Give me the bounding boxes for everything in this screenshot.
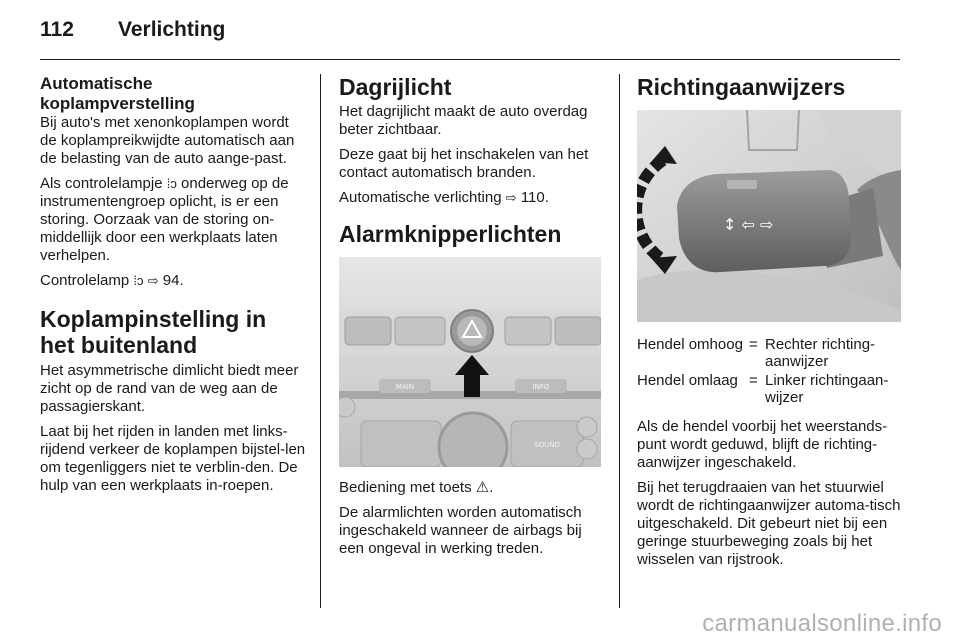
warning-lamp-text-a: Als controlelampje	[40, 175, 163, 192]
turn-signal-legend	[637, 336, 901, 406]
sound-button-label: SOUND	[534, 441, 560, 449]
lever-arrows-icon: ↕ ⇦ ⇨	[723, 215, 774, 234]
warning-lamp-text-b: onderweg op de instrumentengroep oplicht, is er een storing. Oorzaak van de storing on-middellijk door een werkplaats laten verhelpen.	[40, 175, 289, 264]
paragraph-xenon: Bij auto's met xenonkoplampen wordt de koplampreikwijdte automatisch aan de belasting van de auto aange-past.	[40, 114, 295, 167]
legend-value: Linker richtingaan-wijzer	[765, 372, 889, 406]
heading-hazard-lights: Alarmknipperlichten	[339, 221, 562, 247]
turn-signal-illustration	[637, 110, 901, 322]
auto-lighting-text: Automatische verlichting	[339, 189, 502, 206]
hazard-operation-period: .	[489, 479, 494, 496]
heading-turn-signals: Richtingaanwijzers	[637, 74, 846, 100]
info-button-label: INFO	[532, 383, 550, 391]
section-title: Verlichting	[118, 18, 226, 41]
legend-key: Hendel omhoog	[637, 336, 743, 353]
hazard-switch-photo	[339, 257, 601, 467]
headlamp-icon: ⁞ↄ	[166, 176, 177, 191]
column-1	[40, 74, 306, 502]
heading-headlamp-abroad: Koplampinstelling in het buitenland	[40, 306, 267, 358]
column-2	[339, 74, 605, 565]
paragraph-control-lamp	[40, 272, 306, 290]
headlamp-icon: ⁞ↄ	[133, 273, 144, 288]
page-header	[40, 18, 225, 48]
legend-row-lever-up	[637, 336, 901, 370]
paragraph-warning-lamp	[40, 175, 306, 265]
page-number: 112	[40, 18, 74, 41]
paragraph-drl-ignition: Deze gaat bij het inschakelen van het contact automatisch branden.	[339, 146, 589, 181]
legend-equals: =	[749, 372, 758, 389]
legend-row-lever-down	[637, 372, 901, 406]
paragraph-hazard-operation	[339, 479, 605, 497]
control-lamp-page-ref[interactable]: 94.	[162, 272, 184, 289]
column-divider-2	[619, 74, 620, 608]
legend-key: Hendel omlaag	[637, 372, 738, 389]
column-3	[637, 74, 905, 576]
header-rule	[40, 59, 900, 60]
turn-signal-lever-photo	[637, 110, 901, 322]
legend-value: Rechter richting-aanwijzer	[765, 336, 876, 370]
paragraph-drl-visibility: Het dagrijlicht maakt de auto overdag beter zichtbaar.	[339, 103, 588, 138]
main-button-label: MAIN	[395, 383, 415, 391]
heading-auto-leveling-1: Automatische	[40, 74, 153, 93]
control-lamp-text: Controlelamp	[40, 272, 130, 289]
paragraph-asymmetric: Het asymmetrische dimlicht biedt meer zicht op de rand van de weg aan de passagierskant.	[40, 362, 299, 415]
paragraph-left-hand-traffic: Laat bij het rijden in landen met links-rijdend verkeer de koplampen bijstel-len om tegenliggers niet te verblin-den. De hulp van een werkplaats in-roepen.	[40, 423, 306, 494]
hazard-operation-text: Bediening met toets	[339, 479, 472, 496]
reference-arrow-icon[interactable]: ⇨	[147, 273, 159, 288]
paragraph-auto-lighting	[339, 189, 605, 207]
reference-arrow-icon[interactable]: ⇨	[505, 190, 517, 205]
hazard-switch-illustration	[339, 257, 601, 467]
paragraph-lever-resistance: Als de hendel voorbij het weerstands-punt wordt geduwd, blijft de richting-aanwijzer ingeschakeld.	[637, 418, 888, 471]
heading-daytime-running-lights: Dagrijlicht	[339, 74, 452, 100]
column-divider-1	[320, 74, 321, 608]
hazard-triangle-icon: ⚠	[475, 479, 490, 496]
heading-auto-leveling-2: koplampverstelling	[40, 94, 195, 113]
paragraph-hazard-airbag: De alarmlichten worden automatisch ingeschakeld wanneer de airbags bij een ongeval in werking treden.	[339, 504, 582, 557]
legend-equals: =	[749, 336, 758, 353]
paragraph-auto-cancel: Bij het terugdraaien van het stuurwiel wordt de richtingaanwijzer automa-tisch uitgeschakeld. Dit gebeurt niet bij een geringe stuurbeweging zoals bij het wisselen van rijstrook.	[637, 479, 901, 568]
auto-lighting-page-ref[interactable]: 110.	[520, 189, 549, 206]
watermark: carmanualsonline.info	[702, 610, 942, 637]
